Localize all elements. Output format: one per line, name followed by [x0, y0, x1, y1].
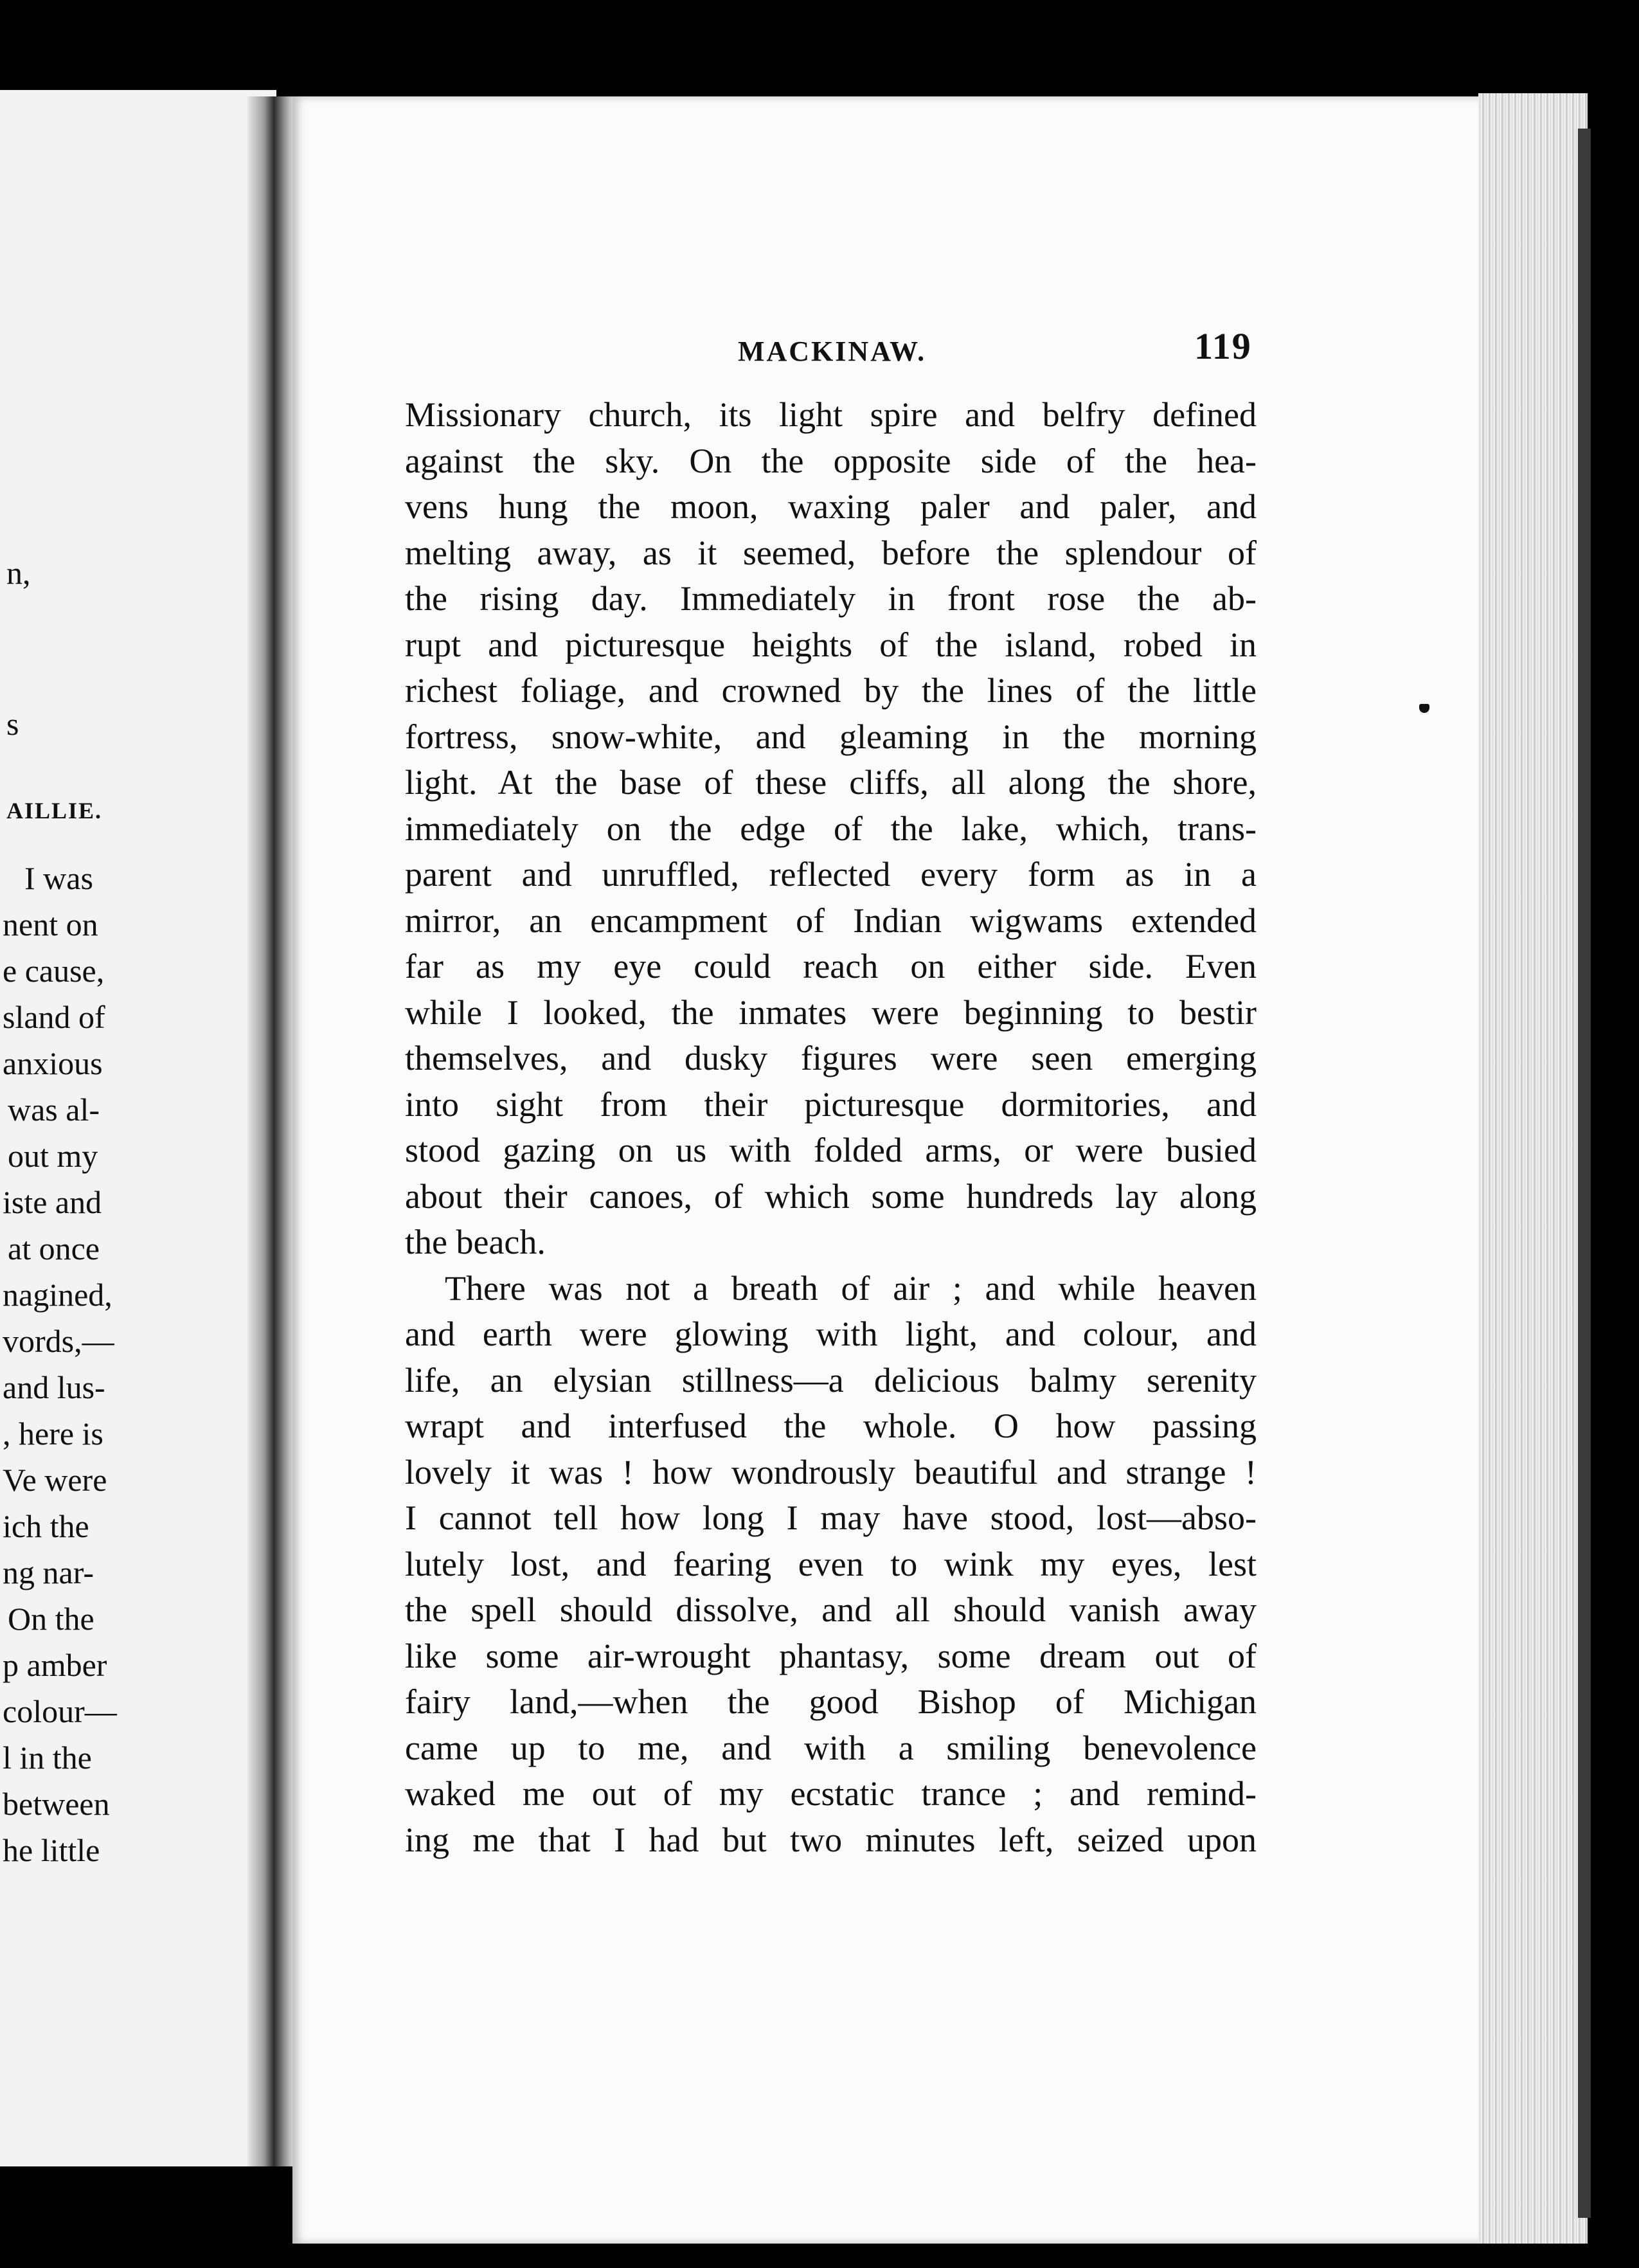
- text-line: the rising day. Immediately in front rose the ab-: [405, 579, 1257, 618]
- left-fragment-line: nagined,: [3, 1277, 112, 1313]
- text-line: lutely lost, and fearing even to wink my eyes, lest: [405, 1544, 1257, 1583]
- text-line: into sight from their picturesque dormitories, and: [405, 1084, 1257, 1124]
- left-fragment-line: On the: [8, 1601, 94, 1637]
- text-line: mirror, an encampment of Indian wigwams extended: [405, 901, 1257, 940]
- left-fragment-line: , here is: [3, 1416, 103, 1452]
- page-number: 119: [1194, 325, 1252, 367]
- text-line: came up to me, and with a smiling benevolence: [405, 1728, 1257, 1767]
- paragraph-1: [405, 392, 1257, 1266]
- left-fragment-line: ng nar-: [3, 1554, 94, 1590]
- left-fragment-line: vords,—: [3, 1323, 114, 1359]
- text-line: wrapt and interfused the whole. O how passing: [405, 1407, 1257, 1445]
- text-line: against the sky. On the opposite side of the hea-: [405, 441, 1257, 480]
- text-line: Missionary church, its light spire and belfry defined: [405, 395, 1257, 434]
- page-header: [738, 325, 1252, 376]
- left-fragment-line: and lus-: [3, 1369, 105, 1405]
- text-line: while I looked, the inmates were beginning to bestir: [405, 993, 1257, 1032]
- page-body-text: [405, 392, 1257, 1863]
- paragraph-2: [405, 1266, 1257, 1864]
- left-fragment-line: anxious: [3, 1045, 103, 1081]
- text-line: fairy land,—when the good Bishop of Michigan: [405, 1682, 1257, 1721]
- text-line: themselves, and dusky figures were seen emerging: [405, 1039, 1257, 1077]
- left-fragment-line: iste and: [3, 1184, 102, 1220]
- text-line: melting away, as it seemed, before the splendour of: [405, 533, 1257, 572]
- left-fragment-line: Ve were: [3, 1462, 107, 1498]
- text-line: like some air-wrought phantasy, some dream out of: [405, 1636, 1257, 1675]
- left-fragment-line: nent on: [3, 906, 98, 942]
- text-line: about their canoes, of which some hundreds lay along: [405, 1176, 1257, 1216]
- left-fragment-line: at once: [8, 1230, 100, 1266]
- left-fragment-line: out my: [8, 1138, 98, 1174]
- previous-page-text: [0, 0, 129, 2186]
- left-fragment-line: he little: [3, 1832, 100, 1868]
- left-fragment-line: n,: [6, 555, 31, 591]
- book-edge-shadow: [1578, 129, 1591, 2218]
- left-fragment-line: was al-: [8, 1092, 100, 1128]
- text-line: I cannot tell how long I may have stood, lost—abso-: [405, 1498, 1257, 1537]
- left-fragment-line: e cause,: [3, 953, 105, 989]
- left-fragment-line: between: [3, 1786, 110, 1822]
- text-line: waked me out of my ecstatic trance ; and remind-: [405, 1774, 1257, 1813]
- text-line: light. At the base of these cliffs, all along the shore,: [405, 763, 1257, 802]
- left-fragment-line: colour—: [3, 1693, 117, 1729]
- page-fore-edge: [1478, 93, 1588, 2244]
- text-line: stood gazing on us with folded arms, or were busied: [405, 1131, 1257, 1169]
- text-line: and earth were glowing with light, and colour, and: [405, 1315, 1257, 1353]
- text-line: richest foliage, and crowned by the lines of the little: [405, 671, 1257, 710]
- left-fragment-line: l in the: [3, 1740, 92, 1776]
- text-line: far as my eye could reach on either side. Even: [405, 947, 1257, 986]
- text-line: fortress, snow-white, and gleaming in the morning: [405, 717, 1257, 756]
- text-line: lovely it was ! how wondrously beautiful and strange !: [405, 1452, 1257, 1491]
- left-fragment-line: ich the: [3, 1508, 89, 1544]
- text-line: the beach.: [405, 1223, 546, 1261]
- text-line: There was not a breath of air ; and while heaven: [445, 1268, 1257, 1308]
- running-title: MACKINAW.: [738, 336, 927, 367]
- text-line: immediately on the edge of the lake, which, trans-: [405, 809, 1257, 848]
- text-line: the spell should dissolve, and all should vanish away: [405, 1590, 1257, 1629]
- left-fragment-line: sland of: [3, 999, 105, 1035]
- left-fragment-line: s: [6, 706, 19, 742]
- text-line: vens hung the moon, waxing paler and paler, and: [405, 487, 1257, 526]
- book-gutter: [247, 96, 296, 2166]
- text-line: ing me that I had but two minutes left, seized upon: [405, 1820, 1257, 1859]
- left-fragment-line: I was: [24, 860, 93, 896]
- left-fragment-line: AILLIE.: [6, 798, 103, 824]
- text-line: parent and unruffled, reflected every form as in a: [405, 855, 1257, 894]
- left-fragment-line: p amber: [3, 1647, 107, 1683]
- text-line: rupt and picturesque heights of the island, robed in: [405, 625, 1257, 664]
- text-line: life, an elysian stillness—a delicious balmy serenity: [405, 1360, 1257, 1400]
